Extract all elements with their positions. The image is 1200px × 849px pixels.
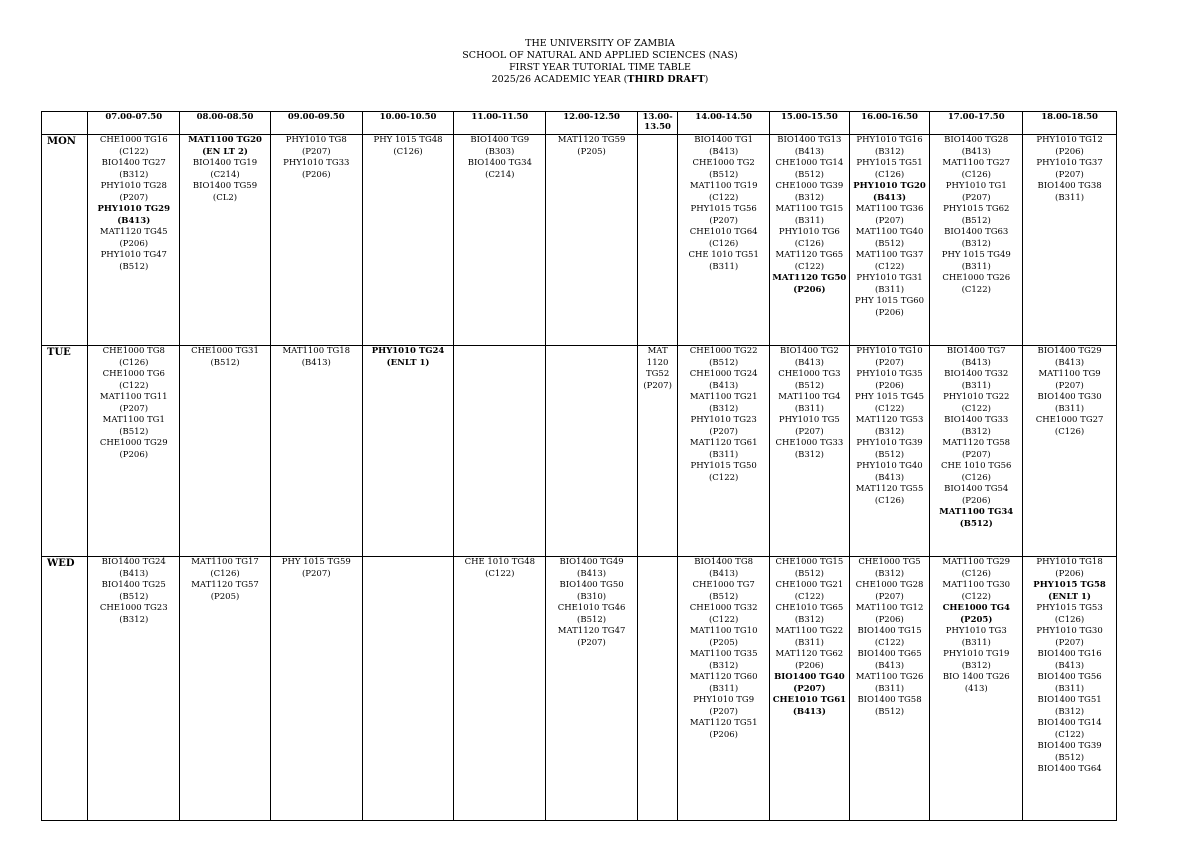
timetable-cell <box>849 346 930 557</box>
tutorial-entry: MAT1100 TG40 (B512) <box>855 227 924 249</box>
tutorial-entry: BIO1400 TG19 (C214) <box>192 158 258 180</box>
tutorial-entry: BIO1400 TG15 (C122) <box>857 626 922 648</box>
timetable-cell <box>180 346 271 557</box>
tutorial-entry: BIO1400 TG33 (B312) <box>944 415 1009 437</box>
day-row-tue <box>42 346 1117 557</box>
tutorial-entry: PHY1010 TG35 (P206) <box>856 369 923 391</box>
time-slot-header: 14.00-14.50 <box>678 112 770 135</box>
tutorial-entry: PHY 1015 TG45 (C122) <box>855 392 925 414</box>
tutorial-entry: CHE1000 TG27 (C126) <box>1035 415 1104 437</box>
timetable-cell <box>454 346 546 557</box>
timetable-cell <box>454 557 546 821</box>
tutorial-entry: BIO1400 TG39 (B512) <box>1037 741 1102 763</box>
tutorial-entry: PHY1010 TG1 (P207) <box>945 181 1007 203</box>
tutorial-entry: PHY1010 TG47 (B512) <box>100 250 167 272</box>
tutorial-entry: BIO1400 TG59 (CL2) <box>192 181 258 203</box>
tutorial-entry: CHE 1010 TG51 (B311) <box>688 250 759 272</box>
tutorial-entry: BIO1400 TG14 (C122) <box>1037 718 1102 740</box>
tutorial-entry: MAT1120 TG59 (P205) <box>557 135 626 157</box>
tutorial-entry: MAT1120 TG60 (B311) <box>689 672 758 694</box>
timetable-cell <box>930 557 1023 821</box>
tutorial-entry: MAT1100 TG10 (P205) <box>689 626 758 648</box>
tutorial-entry: MAT1100 TG22 (B311) <box>775 626 844 648</box>
tutorial-entry: CHE1000 TG23 (B312) <box>99 603 168 625</box>
timetable-cell <box>546 346 638 557</box>
timetable-cell <box>637 346 677 557</box>
tutorial-entry: MAT1120 TG53 (B312) <box>855 415 924 437</box>
tutorial-entry: PHY1010 TG40 (B413) <box>856 461 923 483</box>
tutorial-entry: MAT1120 TG50 (P206) <box>772 273 847 295</box>
timetable-cell <box>180 135 271 346</box>
tutorial-entry: PHY1010 TG28 (P207) <box>100 181 167 203</box>
tutorial-entry: PHY1010 TG16 (B312) <box>856 135 923 157</box>
tutorial-entry: PHY1010 TG18 (P206) <box>1036 557 1103 579</box>
timetable-cell <box>362 557 454 821</box>
tutorial-entry: CHE 1010 TG56 (C126) <box>941 461 1012 483</box>
tutorial-entry: CHE1000 TG33 (B312) <box>775 438 844 460</box>
tutorial-entry: PHY1010 TG33 (P206) <box>283 158 350 180</box>
tutorial-entry: PHY1015 TG62 (B512) <box>943 204 1010 226</box>
tutorial-entry: CHE1000 TG8 (C126) <box>102 346 165 368</box>
tutorial-entry: BIO1400 TG9 (B303) <box>470 135 530 157</box>
tutorial-entry: MAT1120 TG61 (B311) <box>689 438 758 460</box>
tutorial-entry: MAT1100 TG35 (B312) <box>689 649 758 671</box>
tutorial-entry: CHE1000 TG16 (C122) <box>99 135 168 157</box>
tutorial-entry: BIO 1400 TG26 (413) <box>942 672 1010 694</box>
time-slot-header: 10.00-10.50 <box>362 112 454 135</box>
timetable-body <box>42 135 1117 821</box>
tutorial-entry: CHE1000 TG21 (C122) <box>775 580 844 602</box>
day-row-mon <box>42 135 1117 346</box>
timetable-cell <box>930 135 1023 346</box>
tutorial-entry: PHY1010 TG23 (P207) <box>690 415 757 437</box>
tutorial-entry: PHY1010 TG6 (C126) <box>778 227 840 249</box>
tutorial-entry: PHY1015 TG51 (C126) <box>856 158 923 180</box>
timetable-cell <box>270 557 362 821</box>
timetable-cell <box>270 135 362 346</box>
tutorial-entry: MAT1100 TG21 (B312) <box>689 392 758 414</box>
tutorial-entry: PHY1010 TG30 (P207) <box>1036 626 1103 648</box>
time-slot-header: 13.00-13.50 <box>637 112 677 135</box>
time-slot-header: 18.00-18.50 <box>1023 112 1117 135</box>
tutorial-entry: CHE1000 TG6 (C122) <box>102 369 165 391</box>
document-title: FIRST YEAR TUTORIAL TIME TABLE <box>509 62 691 73</box>
tutorial-entry: BIO1400 TG58 (B512) <box>857 695 922 717</box>
timetable-cell <box>678 557 770 821</box>
tutorial-entry: PHY1010 TG24 (ENLT 1) <box>371 346 445 368</box>
tutorial-entry: PHY1010 TG39 (B512) <box>856 438 923 460</box>
tutorial-entry: BIO1400 TG34 (C214) <box>467 158 532 180</box>
time-slot-header: 07.00-07.50 <box>88 112 180 135</box>
tutorial-entry: CHE1010 TG46 (B512) <box>557 603 626 625</box>
tutorial-entry: PHY 1015 TG49 (B311) <box>941 250 1011 272</box>
tutorial-entry: MAT1100 TG20 (EN LT 2) <box>188 135 262 157</box>
timetable-heading <box>0 38 1200 86</box>
timetable-cell <box>88 135 180 346</box>
tutorial-entry: PHY1015 TG58 (ENLT 1) <box>1033 580 1106 602</box>
timetable-cell <box>454 135 546 346</box>
tutorial-entry: BIO1400 TG7 (B413) <box>946 346 1006 368</box>
tutorial-entry: BIO1400 TG29 (B413) <box>1037 346 1102 368</box>
tutorial-entry: BIO1400 TG32 (B311) <box>944 369 1009 391</box>
tutorial-entry: MAT1100 TG19 (C122) <box>689 181 758 203</box>
tutorial-entry: MAT1120 TG45 (P206) <box>99 227 168 249</box>
tutorial-entry: CHE1000 TG39 (B312) <box>775 181 844 203</box>
tutorial-entry: BIO1400 TG25 (B512) <box>101 580 166 602</box>
time-slot-header: 08.00-08.50 <box>180 112 271 135</box>
tutorial-entry: CHE1000 TG3 (B512) <box>778 369 841 391</box>
tutorial-entry: MAT1100 TG30 (C122) <box>942 580 1011 602</box>
tutorial-entry: MAT1120 TG57 (P205) <box>191 580 259 602</box>
tutorial-entry: PHY1010 TG3 (B311) <box>945 626 1007 648</box>
timetable-cell <box>270 346 362 557</box>
tutorial-entry: PHY1010 TG10 (P207) <box>856 346 923 368</box>
tutorial-entry: MAT1100 TG26 (B311) <box>855 672 924 694</box>
timetable-cell <box>770 346 850 557</box>
timetable-cell <box>637 557 677 821</box>
tutorial-entry: PHY1010 TG19 (B312) <box>943 649 1010 671</box>
school-name: SCHOOL OF NATURAL AND APPLIED SCIENCES (NAS) <box>462 50 738 61</box>
tutorial-entry: MAT1120 TG47 (P207) <box>557 626 626 648</box>
tutorial-entry: BIO1400 TG50 (B310) <box>559 580 624 602</box>
time-slot-header: 11.00-11.50 <box>454 112 546 135</box>
timetable-cell <box>849 557 930 821</box>
tutorial-entry: PHY1010 TG20 (B413) <box>853 181 926 203</box>
tutorial-entry: CHE1000 TG31 (B512) <box>191 346 259 368</box>
tutorial-entry: CHE 1010 TG48 (C122) <box>464 557 536 579</box>
tutorial-entry: PHY1010 TG9 (P207) <box>693 695 755 717</box>
timetable-cell <box>362 135 454 346</box>
tutorial-entry: BIO1400 TG56 (B311) <box>1037 672 1102 694</box>
timetable-cell <box>678 346 770 557</box>
tutorial-entry: BIO1400 TG30 (B311) <box>1037 392 1102 414</box>
tutorial-entry: BIO1400 TG38 (B311) <box>1037 181 1102 203</box>
tutorial-entry: PHY1010 TG29 (B413) <box>97 204 171 226</box>
timetable-cell <box>1023 557 1117 821</box>
tutorial-entry: MAT1100 TG36 (P207) <box>855 204 924 226</box>
tutorial-entry: MAT1120 TG65 (C122) <box>775 250 844 272</box>
tutorial-entry: BIO1400 TG63 (B312) <box>944 227 1009 249</box>
tutorial-entry: CHE1010 TG64 (C126) <box>689 227 758 249</box>
tutorial-entry: CHE1000 TG28 (P207) <box>855 580 924 602</box>
tutorial-entry: MAT1120 TG51 (P206) <box>689 718 758 740</box>
tutorial-entry: CHE1000 TG4 (P205) <box>942 603 1010 625</box>
tutorial-timetable <box>41 111 1117 821</box>
timetable-cell <box>637 135 677 346</box>
tutorial-entry: MAT1100 TG1 (B512) <box>102 415 165 437</box>
tutorial-entry: CHE1000 TG26 (C122) <box>942 273 1011 295</box>
tutorial-entry: BIO1400 TG28 (B413) <box>944 135 1009 157</box>
tutorial-entry: PHY1010 TG22 (C122) <box>943 392 1010 414</box>
day-label: WED <box>42 557 88 821</box>
tutorial-entry: BIO1400 TG27 (B312) <box>101 158 166 180</box>
tutorial-entry: MAT1100 TG15 (B311) <box>775 204 844 226</box>
tutorial-entry: MAT1100 TG11 (P207) <box>99 392 168 414</box>
tutorial-entry: BIO1400 TG8 (B413) <box>694 557 754 579</box>
day-label: MON <box>42 135 88 346</box>
time-slot-header: 16.00-16.50 <box>849 112 930 135</box>
time-slot-header-row <box>42 112 1117 135</box>
timetable-cell <box>362 346 454 557</box>
tutorial-entry: BIO1400 TG40 (P207) <box>774 672 845 694</box>
academic-year: 2025/26 ACADEMIC YEAR (THIRD DRAFT) <box>491 74 709 85</box>
tutorial-entry: CHE1000 TG5 (B312) <box>858 557 921 579</box>
tutorial-entry: MAT1100 TG18 (B413) <box>282 346 351 368</box>
tutorial-entry: CHE1000 TG24 (B413) <box>689 369 758 391</box>
tutorial-entry: MAT1100 TG17 (C126) <box>191 557 259 579</box>
tutorial-entry: PHY 1015 TG48 (C126) <box>373 135 443 157</box>
tutorial-entry: MAT1100 TG27 (C126) <box>942 158 1011 180</box>
tutorial-entry: PHY1015 TG50 (C122) <box>690 461 757 483</box>
tutorial-entry: BIO1400 TG24 (B413) <box>101 557 166 579</box>
tutorial-entry: MAT1100 TG12 (P206) <box>855 603 924 625</box>
tutorial-entry: CHE1000 TG29 (P206) <box>99 438 168 460</box>
timetable-cell <box>1023 135 1117 346</box>
tutorial-entry: CHE1000 TG7 (B512) <box>692 580 755 602</box>
timetable-cell <box>1023 346 1117 557</box>
time-slot-header: 09.00-09.50 <box>270 112 362 135</box>
time-slot-header: 15.00-15.50 <box>770 112 850 135</box>
tutorial-entry: PHY1015 TG56 (P207) <box>690 204 757 226</box>
tutorial-entry: MAT1100 TG34 (B512) <box>939 507 1014 529</box>
timetable-cell <box>678 135 770 346</box>
day-label: TUE <box>42 346 88 557</box>
tutorial-entry: BIO1400 TG16 (B413) <box>1037 649 1102 671</box>
timetable-cell <box>546 557 638 821</box>
tutorial-entry: MAT1120 TG62 (P206) <box>775 649 844 671</box>
tutorial-entry: PHY1010 TG37 (P207) <box>1036 158 1103 180</box>
tutorial-entry: MAT1100 TG37 (C122) <box>855 250 924 272</box>
tutorial-entry: CHE1000 TG32 (C122) <box>689 603 758 625</box>
time-slot-header: 17.00-17.50 <box>930 112 1023 135</box>
tutorial-entry: BIO1400 TG2 (B413) <box>779 346 839 368</box>
timetable-cell <box>180 557 271 821</box>
tutorial-entry: BIO1400 TG1 (B413) <box>694 135 754 157</box>
tutorial-entry: PHY1010 TG31 (B311) <box>856 273 923 295</box>
tutorial-entry: MAT1100 TG9 (P207) <box>1038 369 1101 391</box>
tutorial-entry: BIO1400 TG49 (B413) <box>559 557 624 579</box>
time-slot-header: 12.00-12.50 <box>546 112 638 135</box>
tutorial-entry: MAT1120 TG58 (P207) <box>942 438 1011 460</box>
tutorial-entry: CHE1000 TG14 (B512) <box>775 158 844 180</box>
tutorial-entry: PHY 1015 TG59 (P207) <box>281 557 351 579</box>
timetable-cell <box>546 135 638 346</box>
timetable-cell <box>770 557 850 821</box>
timetable-cell <box>88 346 180 557</box>
tutorial-entry: BIO1400 TG54 (P206) <box>944 484 1009 506</box>
tutorial-entry: MAT1120 TG55 (C126) <box>855 484 924 506</box>
tutorial-entry: PHY1010 TG8 (P207) <box>285 135 347 157</box>
tutorial-entry: CHE1000 TG15 (B512) <box>775 557 844 579</box>
tutorial-entry: CHE1000 TG2 (B512) <box>692 158 755 180</box>
university-name: THE UNIVERSITY OF ZAMBIA <box>525 38 675 49</box>
timetable-cell <box>849 135 930 346</box>
tutorial-entry: MAT1100 TG4 (B311) <box>778 392 841 414</box>
timetable-cell <box>930 346 1023 557</box>
tutorial-entry: BIO1400 TG13 (B413) <box>777 135 842 157</box>
tutorial-entry: PHY1010 TG12 (P206) <box>1036 135 1103 157</box>
tutorial-entry: BIO1400 TG65 (B413) <box>857 649 922 671</box>
timetable-cell <box>88 557 180 821</box>
tutorial-entry: PHY1015 TG53 (C126) <box>1036 603 1103 625</box>
tutorial-entry: PHY 1015 TG60 (P206) <box>855 296 925 318</box>
day-row-wed <box>42 557 1117 821</box>
tutorial-entry: BIO1400 TG51 (B312) <box>1037 695 1102 717</box>
tutorial-entry: BIO1400 TG64 <box>1037 764 1102 774</box>
tutorial-entry: MAT1100 TG29 (C126) <box>942 557 1011 579</box>
timetable-cell <box>770 135 850 346</box>
tutorial-entry: MAT 1120 TG52 (P207) <box>643 346 672 391</box>
corner-cell <box>42 112 88 135</box>
tutorial-entry: CHE1010 TG65 (B312) <box>775 603 844 625</box>
tutorial-entry: PHY1010 TG5 (P207) <box>778 415 840 437</box>
tutorial-entry: CHE1010 TG61 (B413) <box>772 695 847 717</box>
tutorial-entry: CHE1000 TG22 (B512) <box>689 346 758 368</box>
